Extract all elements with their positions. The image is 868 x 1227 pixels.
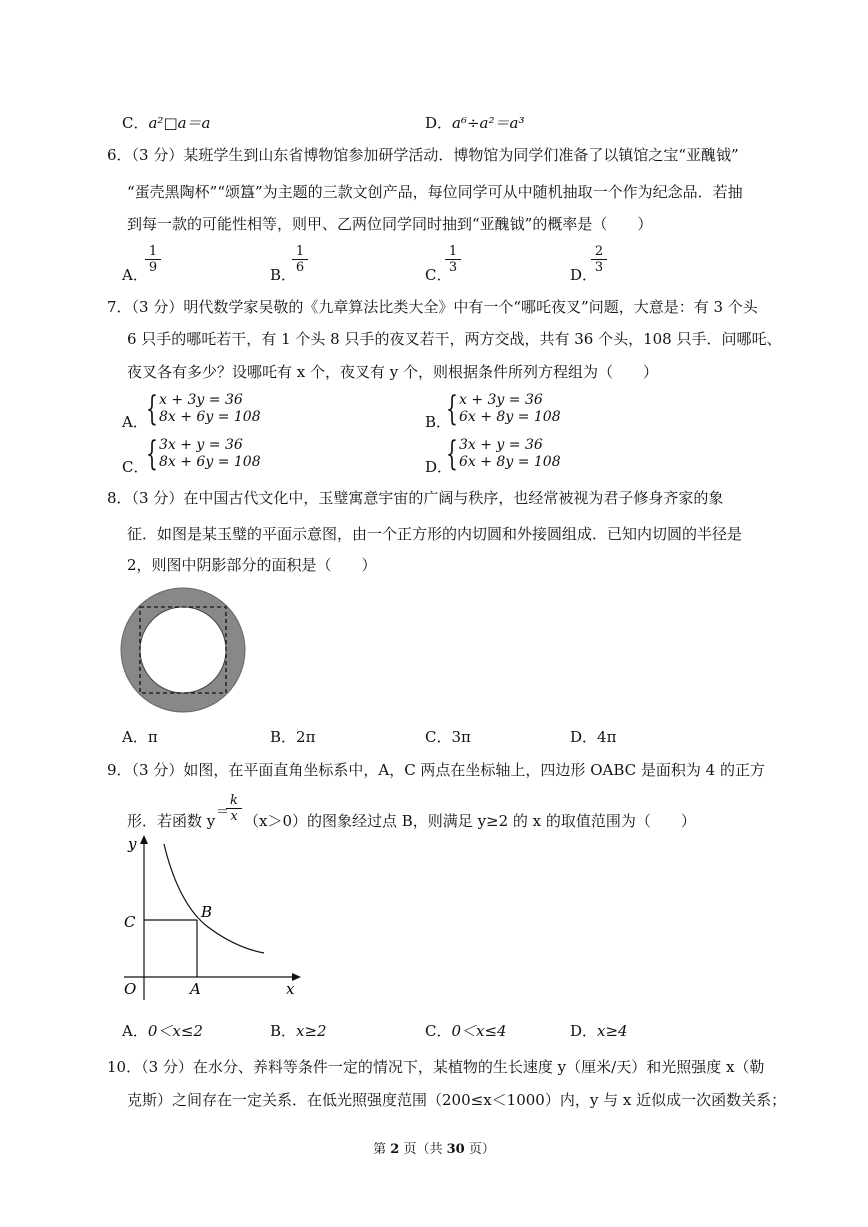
label-x: x xyxy=(286,980,295,998)
q9-equals-sign: ＝ xyxy=(216,805,230,820)
q6-option-d-fraction: $\frac{2}{3}$ xyxy=(591,244,607,275)
q6-option-d-label: D． xyxy=(570,266,598,284)
q9-line-2a: 形．若函数 y xyxy=(127,812,216,830)
q5-option-c-expr: a²□a＝a xyxy=(148,114,211,132)
q8-line-2: 征．如图是某玉璧的平面示意图，由一个正方形的内切圆和外接圆组成．已知内切圆的半径是 xyxy=(127,525,743,543)
label-c: C xyxy=(124,913,136,931)
inner-circle xyxy=(140,607,226,693)
q7-option-b-system: x + 3y = 36 6x + 8y = 108 xyxy=(459,392,561,425)
q7-option-a-brace: { xyxy=(146,389,158,429)
q7-option-a-label: A． xyxy=(122,413,148,431)
q5-option-c xyxy=(122,113,211,133)
q9-fraction: $\frac{k}{x}$ xyxy=(226,793,242,824)
q6-option-b-label: B． xyxy=(270,266,297,284)
q9-option-b: B．x≥2 xyxy=(270,1022,327,1040)
q7-line-3: 夜叉各有多少？设哪吒有 x 个，夜叉有 y 个，则根据条件所列方程组为（ ） xyxy=(127,363,659,381)
q7-option-b-brace: { xyxy=(446,389,458,429)
q6-line-3: 到每一款的可能性相等，则甲、乙两位同学同时抽到“亚醜钺”的概率是（ ） xyxy=(127,215,653,233)
q9-option-d: D．x≥4 xyxy=(570,1022,628,1040)
q5-option-c-label: C． xyxy=(122,114,149,132)
label-o: O xyxy=(124,980,137,998)
page-footer: 第 2 页（共 30 页） xyxy=(373,1142,495,1157)
q5-option-d xyxy=(425,113,524,133)
q10-line-1: 10．（3 分）在水分、养料等条件一定的情况下，某植物的生长速度 y（厘米/天）和光照强度 x（勒 xyxy=(107,1058,765,1076)
footer-total-pages: 30 xyxy=(446,1142,465,1157)
q5-option-d-label: D． xyxy=(425,114,453,132)
q9-graph xyxy=(118,832,308,1004)
q8-line-1: 8．（3 分）在中国古代文化中，玉璧寓意宇宙的广阔与秩序，也经常被视为君子修身齐家的象 xyxy=(107,489,724,507)
label-b: B xyxy=(201,903,213,921)
label-y: y xyxy=(128,835,137,853)
q7-option-d-brace: { xyxy=(446,434,458,474)
q6-option-c-label: C． xyxy=(425,266,452,284)
q7-option-b-label: B． xyxy=(425,413,452,431)
q5-option-d-expr: a⁶÷a²＝a³ xyxy=(452,114,525,132)
q9-line-1: 9．（3 分）如图，在平面直角坐标系中，A，C 两点在坐标轴上，四边形 OABC 是面积为 4 的正方 xyxy=(107,761,765,779)
q8-option-c: C．3π xyxy=(425,728,471,746)
q8-option-a: A．π xyxy=(122,728,158,746)
q7-option-c-label: C． xyxy=(122,458,149,476)
jade-disc-figure xyxy=(118,585,250,717)
q6-option-c-fraction: $\frac{1}{3}$ xyxy=(445,244,461,275)
y-axis-arrow xyxy=(140,835,148,844)
q6-option-b-fraction: $\frac{1}{6}$ xyxy=(292,244,308,275)
q8-option-d: D．4π xyxy=(570,728,617,746)
q10-line-2: 克斯）之间存在一定关系．在低光照强度范围（200≤x＜1000）内，y 与 x 近似成一次函数关系； xyxy=(127,1091,787,1109)
q9-option-c: C．0＜x≤4 xyxy=(425,1022,507,1040)
q6-line-1: 6．（3 分）某班学生到山东省博物馆参加研学活动．博物馆为同学们准备了以镇馆之宝“亚醜钺” xyxy=(107,146,739,164)
q7-option-c-system: 3x + y = 36 8x + 6y = 108 xyxy=(159,437,261,470)
q7-option-a-system: x + 3y = 36 8x + 6y = 108 xyxy=(159,392,261,425)
q8-option-b: B．2π xyxy=(270,728,316,746)
label-a: A xyxy=(190,980,201,998)
q8-line-3: 2，则图中阴影部分的面积是（ ） xyxy=(127,556,377,574)
q7-option-c-brace: { xyxy=(146,434,158,474)
q6-option-a-label: A． xyxy=(122,266,148,284)
q9-line-2b: （x＞0）的图象经过点 B，则满足 y≥2 的 x 的取值范围为（ ） xyxy=(244,812,696,830)
q7-line-1: 7．（3 分）明代数学家吴敬的《九章算法比类大全》中有一个“哪吒夜叉”问题，大意是：有 3 个头 xyxy=(107,298,758,316)
q7-option-d-system: 3x + y = 36 6x + 8y = 108 xyxy=(459,437,561,470)
q7-option-d-label: D． xyxy=(425,458,453,476)
hyperbola-curve xyxy=(164,844,264,953)
q6-option-a-fraction: $\frac{1}{9}$ xyxy=(145,244,161,275)
q6-line-2: “蛋壳黑陶杯”“颂簋”为主题的三款文创产品，每位同学可从中随机抽取一个作为纪念品．若抽 xyxy=(127,183,743,201)
q7-line-2: 6 只手的哪吒若干，有 1 个头 8 只手的夜叉若干，两方交战，共有 36 个头，108 只手．问哪吒、 xyxy=(127,330,782,348)
footer-page-number: 2 xyxy=(390,1142,400,1157)
q9-option-a: A．0＜x≤2 xyxy=(122,1022,203,1040)
